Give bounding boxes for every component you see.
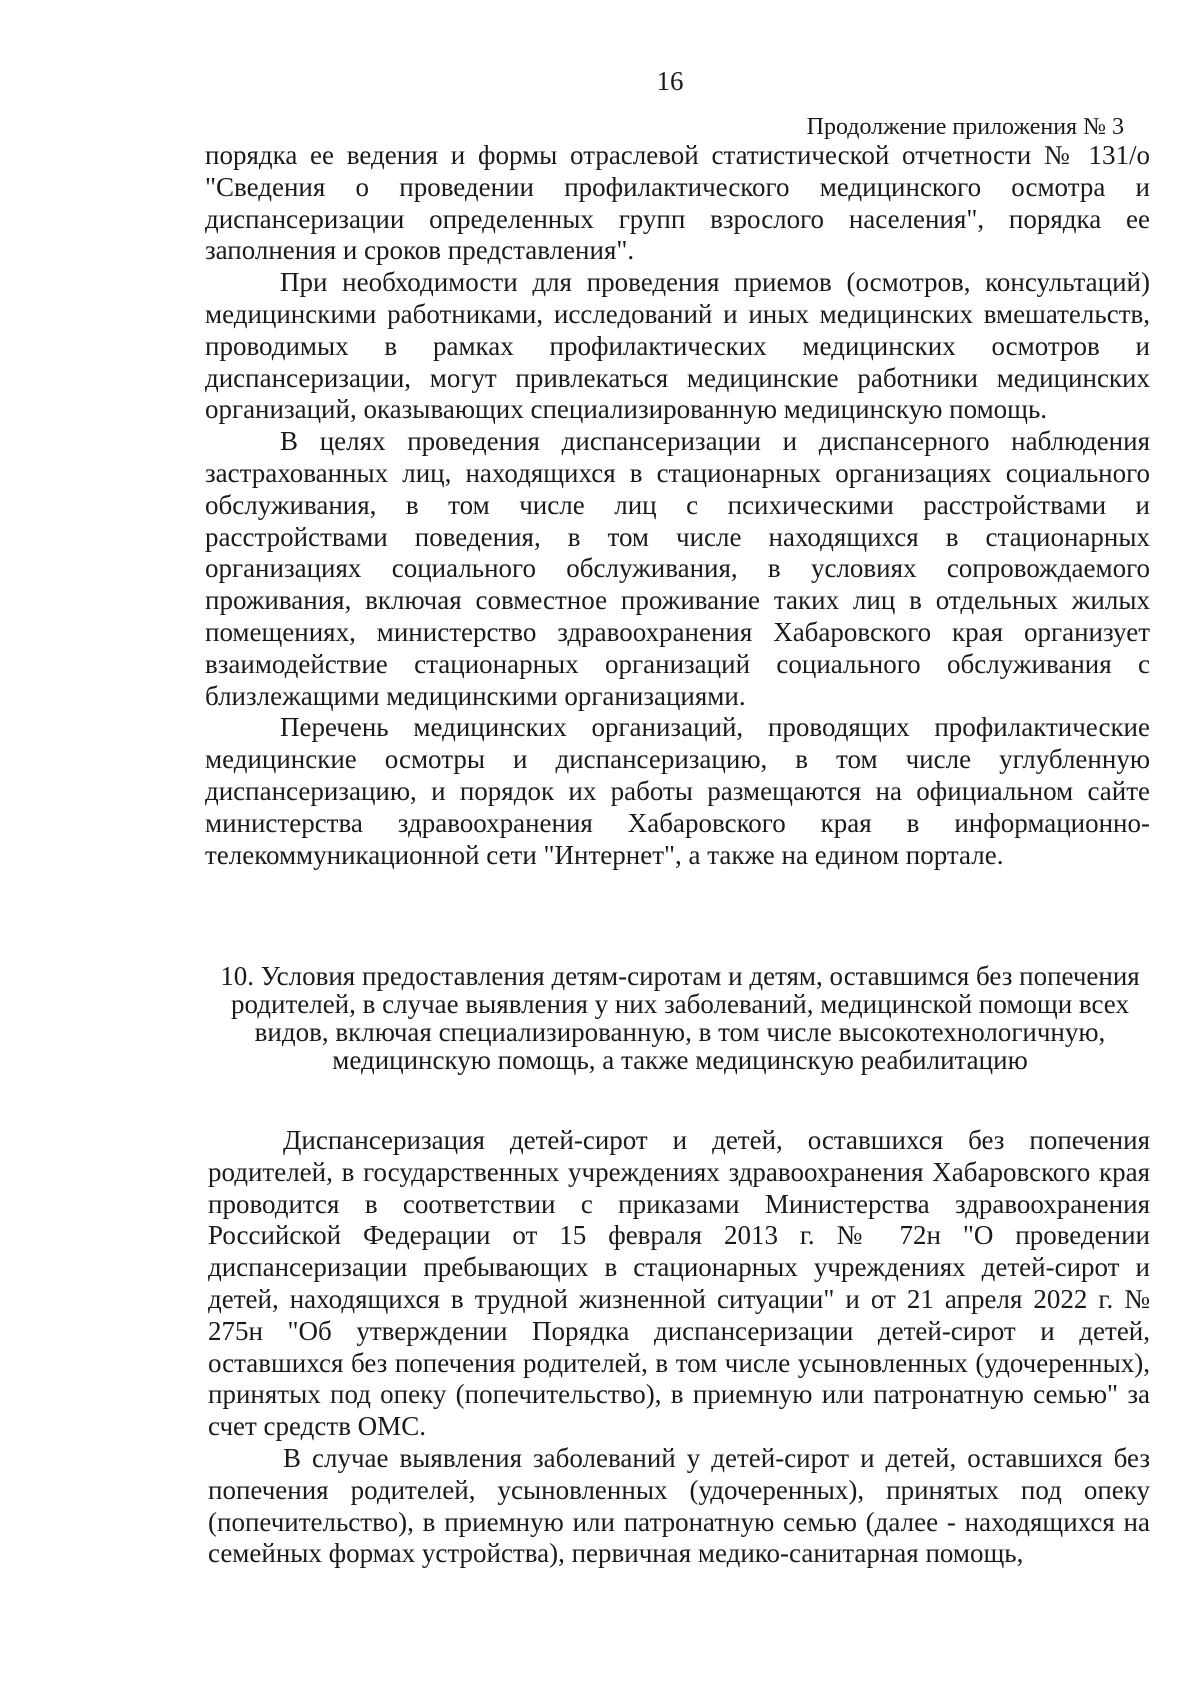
body-text-top bbox=[205, 140, 1150, 871]
paragraph: В случае выявления заболеваний у детей-сирот и детей, оставшихся без попечения родителей, усыновленных (удочеренных), принятых под опеку (попечительство), в приемную или патронатную семью (далее - находящихся на семейных формах устройства), первичная медико-санитарная помощь, bbox=[208, 1442, 1150, 1569]
paragraph: При необходимости для проведения приемов (осмотров, консультаций) медицинскими работниками, исследований и иных медицинских вмешательств, проводимых в рамках профилактических медицинских осмотров и диспансеризации, могут привлекаться медицинские работники медицинских организаций, оказывающих специализированную медицинскую помощь. bbox=[205, 267, 1150, 425]
paragraph: Перечень медицинских организаций, проводящих профилактические медицинские осмотры и диспансеризацию, в том числе углубленную диспансеризацию, и порядок их работы размещаются на официальном сайте министерства здравоохранения Хабаровского края в информационно-телекоммуникационной сети "Интернет", а также на едином портале. bbox=[205, 712, 1150, 870]
body-text-section10 bbox=[208, 1125, 1150, 1570]
page-number: 16 bbox=[656, 66, 684, 96]
paragraph: порядка ее ведения и формы отраслевой статистической отчетности № 131/о "Сведения о проведении профилактического медицинского осмотра и диспансеризации определенных групп взрослого населения", порядка ее заполнения и сроков представления". bbox=[205, 140, 1150, 266]
section-heading: 10. Условия предоставления детям-сиротам и детям, оставшимся без попечения родителей, в случае выявления у них заболеваний, медицинской помощи всех видов, включая специализированную, в том числе высокотехнологичную, медицинскую помощь, а также медицинскую реабилитацию bbox=[220, 961, 1140, 1075]
appendix-continuation-note: Продолжение приложения № 3 bbox=[806, 114, 1124, 140]
paragraph: В целях проведения диспансеризации и диспансерного наблюдения застрахованных лиц, находящихся в стационарных организациях социального обслуживания, в том числе лиц с психическими расстройствами и расстройствами поведения, в том числе находящихся в стационарных организациях социального обслуживания, в условиях сопровождаемого проживания, включая совместное проживание таких лиц в отдельных жилых помещениях, министерство здравоохранения Хабаровского края организует взаимодействие стационарных организаций социального обслуживания с близлежащими медицинскими организациями. bbox=[205, 426, 1150, 711]
paragraph: Диспансеризация детей-сирот и детей, оставшихся без попечения родителей, в государственных учреждениях здравоохранения Хабаровского края проводится в соответствии с приказами Министерства здравоохранения Российской Федерации от 15 февраля 2013 г. № 72н "О проведении диспансеризации пребывающих в стационарных учреждениях детей-сирот и детей, находящихся в трудной жизненной ситуации" и от 21 апреля 2022 г. № 275н "Об утверждении Порядка диспансеризации детей-сирот и детей, оставшихся без попечения родителей, в том числе усыновленных (удочеренных), принятых под опеку (попечительство), в приемную или патронатную семью" за счет средств ОМС. bbox=[208, 1125, 1150, 1442]
